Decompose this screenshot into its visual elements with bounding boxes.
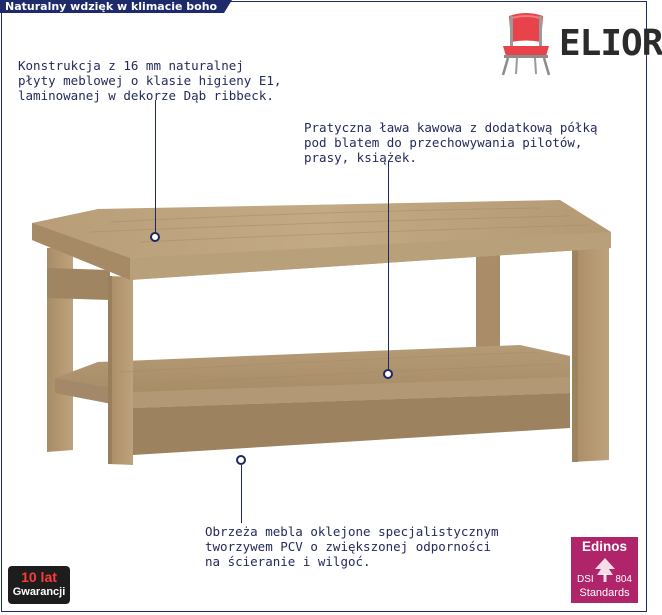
certificate-brand: Edinos xyxy=(581,539,627,554)
header-title: Naturalny wdzięk w klimacie boho xyxy=(0,0,224,13)
construction-callout: Konstrukcja z 16 mm naturalnej płyty meblowej o klasie higieny E1, laminowanej w dekorze Dąb ribbeck. xyxy=(18,58,282,103)
warranty-label: Gwarancji xyxy=(12,586,66,598)
brand-name: ELIOR xyxy=(559,23,662,64)
warranty-badge xyxy=(8,566,70,604)
edges-marker[interactable] xyxy=(236,455,246,465)
edges-leader-line xyxy=(241,465,242,523)
certificate-standards: Standards xyxy=(579,587,630,599)
certificate-left-code: DSI xyxy=(577,574,594,585)
construction-marker[interactable] xyxy=(150,232,160,242)
edges-callout: Obrzeża mebla oklejone specjalistycznym tworzywem PCV o zwiększonej odporności na ścieranie i wilgoć. xyxy=(205,524,499,569)
shelf-marker[interactable] xyxy=(383,369,393,379)
shelf-leader-line xyxy=(388,162,389,369)
shelf-callout: Pratyczna ława kawowa z dodatkową półką pod blatem do przechowywania pilotów, prasy, książek. xyxy=(304,120,598,165)
certificate-right-code: 804 xyxy=(615,574,632,585)
construction-leader-line xyxy=(155,100,156,233)
edinos-certificate xyxy=(571,537,638,603)
warranty-years: 10 lat xyxy=(21,569,57,585)
